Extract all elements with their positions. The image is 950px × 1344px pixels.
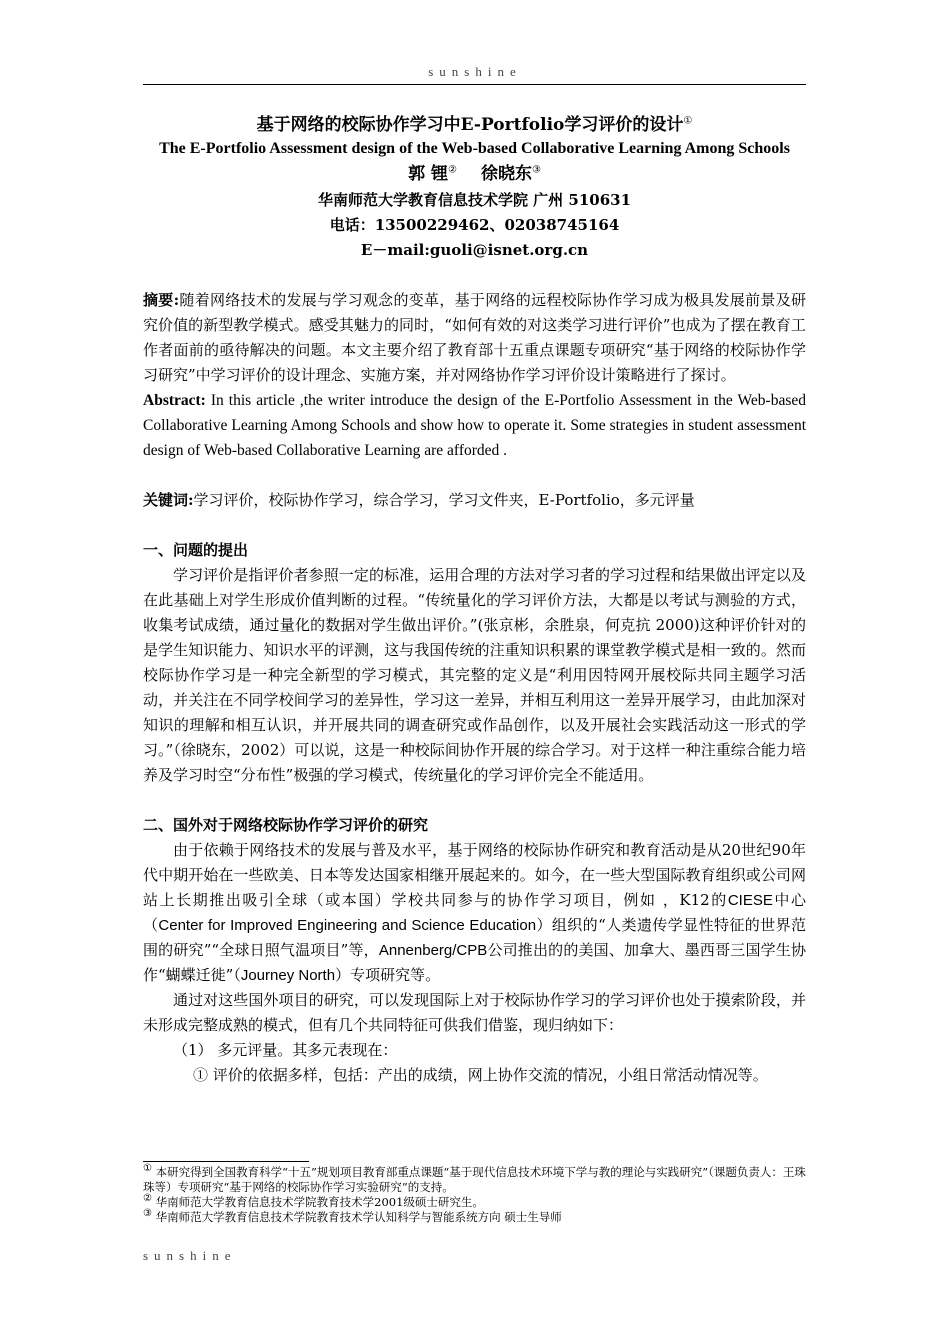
abstract-en-label: Abstract: [143, 392, 206, 409]
keywords-text: 学习评价，校际协作学习，综合学习，学习文件夹，E-Portfolio，多元评量 [193, 491, 695, 509]
title-en: The E-Portfolio Assessment design of the Web-based Collaborative Learning Among Schools [159, 140, 790, 157]
affiliation: 华南师范大学教育信息技术学院 广州 510631 [317, 191, 632, 209]
journey-north-name: Journey North [240, 967, 336, 984]
footnotes [143, 1165, 806, 1225]
abstract-zh [143, 288, 806, 388]
phone: 电话：13500229462、02038745164 [329, 216, 620, 234]
ciese-full-name: Center for Improved Engineering and Science Education [158, 917, 537, 934]
footnote-3 [143, 1210, 806, 1225]
annenberg-name: Annenberg/CPB [378, 942, 488, 959]
section-1-heading: 一、问题的提出 [143, 541, 249, 559]
authors [143, 160, 806, 188]
title-footnote-mark: ① [683, 115, 693, 127]
ciese-name: CIESE [727, 892, 773, 909]
running-header: sunshine [428, 64, 522, 79]
header-rule [143, 84, 806, 85]
para-text-e: ）专项研究等。 [335, 966, 441, 984]
list-item-1: （1） 多元评量。其多元表现在： [173, 1041, 398, 1059]
abstract-en-text: In this article ,the writer introduce the design of the E-Portfolio Assessment in the Web-based Collaborative Learning Among Schools and show how to operate it. Some strategies in student assessment design of Web-based Collaborative Learning are afforded . [143, 392, 806, 459]
footnote-1 [143, 1165, 806, 1195]
section-2-paragraph-2: 通过对这些国外项目的研究，可以发现国际上对于校际协作学习的学习评价也处于摸索阶段，并未形成完整成熟的模式，但有几个共同特征可供我们借鉴，现归纳如下： [143, 991, 806, 1034]
footnote-3-text: 华南师范大学教育信息技术学院教育技术学认知科学与智能系统方向 硕士生导师 [151, 1210, 562, 1224]
title-zh-text: 基于网络的校际协作学习中E-Portfolio学习评价的设计 [256, 115, 684, 135]
section-2-heading: 二、国外对于网络校际协作学习评价的研究 [143, 816, 429, 834]
para-text-d: 公司推出的的美国、加拿大、墨西哥三国学生协作“蝴蝶迁徙”（ [143, 941, 806, 984]
running-footer: sunshine [143, 1248, 237, 1263]
footnote-1-mark: ① [143, 1163, 152, 1175]
page-body [143, 112, 806, 1088]
title-zh [143, 112, 806, 138]
section-1-paragraph: 学习评价是指评价者参照一定的标准，运用合理的方法对学习者的学习过程和结果做出评定以及在此基础上对学生形成价值判断的过程。“传统量化的学习评价方法，大都是以考试与测验的方式，收集考试成绩，通过量化的数据对学生做出评价。”(张京彬，余胜泉，何克抗 2000)这种评价针对的是学生知识能力、知识水平的评测，这与我国传统的注重知识积累的课堂教学模式是相一致的。然而校际协作学习是一种完全新型的学习模式，其完整的定义是“利用因特网开展校际共同主题学习活动，并关注在不同学校间学习的差异性，学习这一差异，并相互利用这一差异开展学习，由此加深对知识的理解和相互认识，并开展共同的调查研究或作品创作，以及开展社会实践活动这一形式的学习。”（徐晓东，2002）可以说，这是一种校际间协作开展的综合学习。对于这样一种注重综合能力培养及学习时空“分布性”极强的学习模式，传统量化的学习评价完全不能适用。 [143, 566, 806, 784]
footnote-3-mark: ③ [143, 1208, 152, 1220]
footnote-rule [143, 1161, 309, 1162]
para-text-b: 中心（ [143, 891, 806, 934]
abstract-zh-label: 摘要: [143, 291, 180, 309]
email: E－mail:guoli@isnet.org.cn [360, 241, 589, 259]
footnote-1-text: 本研究得到全国教育科学“十五”规划项目教育部重点课题“基于现代信息技术环境下学与教的理论与实践研究”（课题负责人：王珠珠等）专项研究“基于网络的校际协作学习实验研究”的支持。 [143, 1165, 806, 1194]
abstract-zh-text: 随着网络技术的发展与学习观念的变革，基于网络的远程校际协作学习成为极具发展前景及研究价值的新型教学模式。感受其魅力的同时，“如何有效的对这类学习进行评价”也成为了摆在教育工作者面前的亟待解决的问题。本文主要介绍了教育部十五重点课题专项研究“基于网络的校际协作学习研究”中学习评价的设计理念、实施方案，并对网络协作学习评价设计策略进行了探讨。 [143, 291, 806, 384]
footnote-2-text: 华南师范大学教育信息技术学院教育技术学2001级硕士研究生。 [151, 1195, 484, 1209]
author-1: 郭 锂 [408, 164, 448, 184]
keywords-label: 关键词: [143, 491, 194, 509]
para-text-a: 由于依赖于网络技术的发展与普及水平，基于网络的校际协作研究和教育活动是从20世纪90年代中期开始在一些欧美、日本等发达国家相继开展起来的。如今，在一些大型国际教育组织或公司网站上长期推出吸引全球（或本国）学校共同参与的协作学习项目，例如 ，K12的 [143, 841, 806, 909]
abstract-en [143, 388, 806, 463]
section-2-paragraph-1 [143, 838, 806, 988]
keywords [143, 488, 806, 513]
footnote-2-mark: ② [143, 1193, 152, 1205]
author-2: 徐晓东 [480, 164, 532, 184]
para-text-c: ）组织的“人类遗传学显性特征的世界范围的研究”“全球日照气温项目”等， [143, 916, 806, 959]
author-2-mark: ③ [531, 164, 541, 176]
list-item-1-1: ① 评价的依据多样，包括：产出的成绩，网上协作交流的情况，小组日常活动情况等。 [193, 1066, 768, 1084]
author-1-mark: ② [447, 164, 457, 176]
footnote-2 [143, 1195, 806, 1210]
